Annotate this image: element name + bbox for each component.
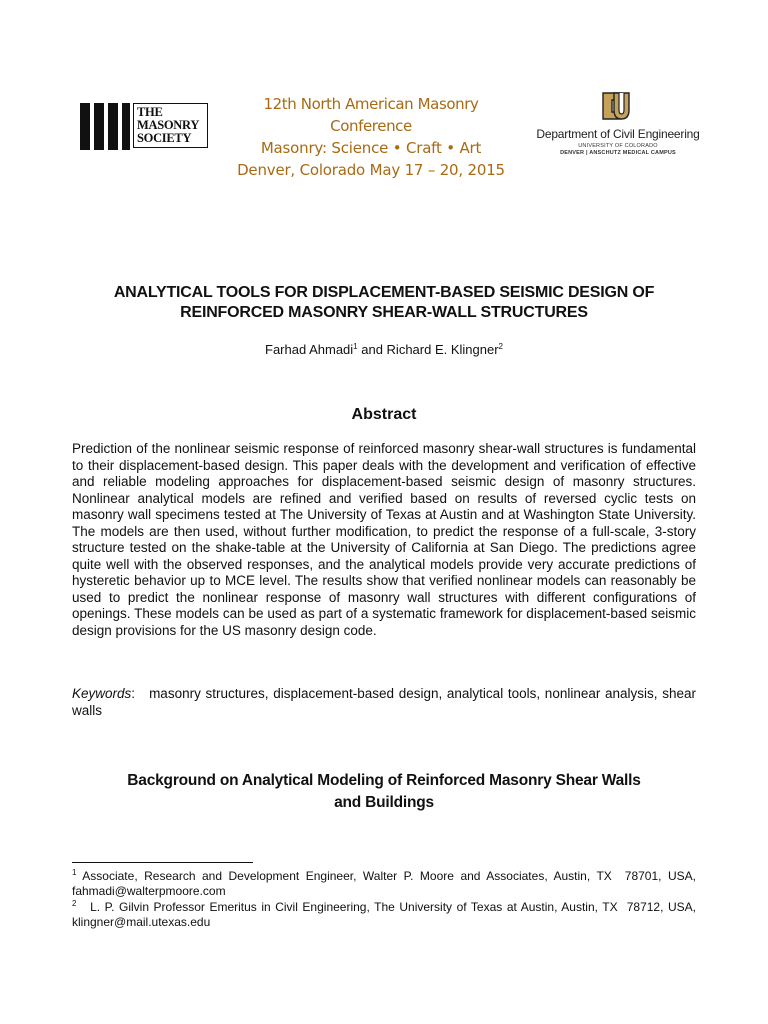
footnote-mark: 1 bbox=[353, 342, 358, 351]
university-name: UNIVERSITY OF COLORADO bbox=[578, 143, 658, 149]
author-name: Farhad Ahmadi bbox=[265, 342, 354, 357]
logo-wordmark bbox=[133, 103, 208, 148]
logo-word: SOCIETY bbox=[137, 131, 192, 145]
section-heading-line: and Buildings bbox=[334, 794, 434, 811]
footnote-mark: 2 bbox=[498, 342, 503, 351]
author-name: Richard E. Klingner bbox=[386, 342, 499, 357]
conference-tagline: Masonry: Science • Craft • Art bbox=[260, 139, 482, 157]
conference-name: 12th North American Masonry Conference bbox=[263, 95, 479, 135]
logo-bar bbox=[94, 103, 104, 150]
footnote bbox=[72, 868, 700, 899]
paper-title bbox=[60, 283, 708, 323]
section-heading bbox=[72, 770, 696, 814]
conference-location-date: Denver, Colorado May 17 – 20, 2015 bbox=[237, 161, 505, 179]
conference-info bbox=[226, 93, 516, 181]
paper-title-line: REINFORCED MASONRY SHEAR-WALL STRUCTURES bbox=[180, 304, 588, 321]
logo-bar bbox=[108, 103, 118, 150]
campus-name: DENVER | ANSCHUTZ MEDICAL CAMPUS bbox=[560, 150, 676, 156]
footnote-divider bbox=[72, 862, 253, 863]
abstract-heading: Abstract bbox=[351, 406, 417, 423]
footnote-mark: 1 bbox=[72, 868, 77, 877]
logo-bar bbox=[80, 103, 90, 150]
logo-word: MASONRY bbox=[137, 118, 200, 132]
department-name: Department of Civil Engineering bbox=[536, 127, 700, 141]
keywords-text: : masonry structures, displacement-based design, analytical tools, nonlinear analysis, shear walls bbox=[72, 686, 700, 718]
paper-title-line: ANALYTICAL TOOLS FOR DISPLACEMENT-BASED SEISMIC DESIGN OF bbox=[113, 284, 655, 301]
keywords-label: Keywords bbox=[72, 686, 132, 701]
footnote-text: Associate, Research and Development Engineer, Walter P. Moore and Associates, Austin, TX 78701, USA, fahmadi@walterpmoore.com bbox=[72, 869, 700, 898]
cu-denver-logo bbox=[536, 90, 700, 162]
footnote-mark: 2 bbox=[72, 899, 77, 908]
cu-emblem-icon bbox=[600, 90, 632, 122]
section-heading-line: Background on Analytical Modeling of Reinforced Masonry Shear Walls bbox=[127, 772, 641, 789]
authors bbox=[60, 342, 708, 357]
abstract-body: Prediction of the nonlinear seismic response of reinforced masonry shear-wall structures is fundamental to their displacement-based design. This paper deals with the development and verification of effective and reliable modeling approaches for displacement-based seismic design of masonry structures. Nonlinear analytical models are refined and verified based on results of reversed cyclic tests on masonry wall specimens tested at The University of Texas at Austin and at Washington State University. The models are then used, without further modification, to predict the response of a full-scale, 3-story structure tested on the shake-table at the University of California at San Diego. The predictions agree quite well with the observed responses, and the analytical models provide very accurate predictions of hysteretic behavior up to MCE level. The results show that verified nonlinear models can reasonably be used to predict the nonlinear response of masonry wall structures with different configurations of openings. These models can be used as part of a systematic framework for displacement-based seismic design provisions for the US masonry design code. bbox=[72, 441, 696, 638]
keywords bbox=[72, 686, 700, 719]
logo-bar bbox=[122, 103, 130, 150]
logo-word: THE bbox=[137, 105, 163, 119]
footnote-text: L. P. Gilvin Professor Emeritus in Civil Engineering, The University of Texas at Austin, Austin, TX 78712, USA, klingner@mail.utexas.edu bbox=[72, 900, 700, 929]
footnote bbox=[72, 899, 700, 930]
author-separator: and bbox=[357, 342, 387, 357]
masonry-society-logo bbox=[80, 103, 210, 150]
